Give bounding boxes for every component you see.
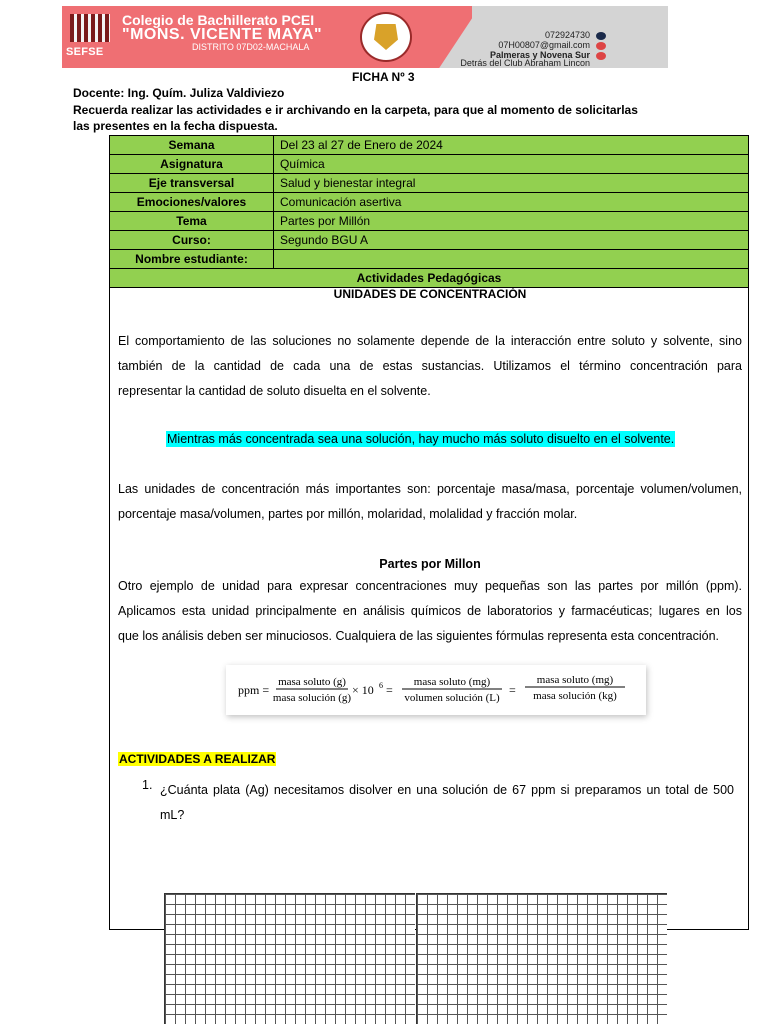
formula-2-denominator: volumen solución (L) bbox=[404, 692, 500, 704]
formula-3-denominator: masa solución (kg) bbox=[533, 690, 617, 702]
ppm-subtitle: Partes por Millon bbox=[379, 557, 481, 571]
info-value: Salud y bienestar integral bbox=[274, 174, 749, 193]
info-label: Nombre estudiante: bbox=[110, 250, 274, 269]
info-row bbox=[110, 136, 749, 155]
paragraph-ppm-3: que los análisis deben ser minuciosos. Cualquiera de las siguientes fórmulas representa esta concentración. bbox=[118, 629, 720, 643]
paragraph-units-1: Las unidades de concentración más importantes son: porcentaje masa/masa, porcentaje volumen/volumen, bbox=[118, 482, 742, 496]
paragraph-intro-2: también de la cantidad de cada una de estas sustancias. Utilizamos el término concentración para bbox=[118, 359, 742, 373]
question-line-2: mL? bbox=[160, 807, 185, 822]
info-row bbox=[110, 231, 749, 250]
paragraph-ppm-1: Otro ejemplo de unidad para expresar concentraciones muy pequeñas son las partes por millón (ppm). bbox=[118, 579, 742, 593]
school-subname: "MONS. VICENTE MAYA" bbox=[122, 26, 323, 43]
email-icon bbox=[596, 42, 606, 50]
info-value: Comunicación asertiva bbox=[274, 193, 749, 212]
instructions-line-2: las presentes en la fecha dispuesta. bbox=[73, 119, 278, 133]
ficha-title: FICHA Nº 3 bbox=[352, 70, 415, 84]
info-value: Segundo BGU A bbox=[274, 231, 749, 250]
student-name-field[interactable] bbox=[274, 250, 749, 269]
school-logo bbox=[66, 12, 114, 60]
school-name: Colegio de Bachillerato PCEI bbox=[122, 12, 315, 28]
phone-icon bbox=[596, 32, 606, 40]
formula-1-denominator: masa solución (g) bbox=[272, 692, 352, 704]
info-label: Eje transversal bbox=[110, 174, 274, 193]
contact-phone: 072924730 bbox=[544, 30, 590, 40]
question-text bbox=[160, 778, 734, 827]
graph-paper-left[interactable] bbox=[164, 893, 415, 1024]
info-value: Del 23 al 27 de Enero de 2024 bbox=[274, 136, 749, 155]
info-value: Química bbox=[274, 155, 749, 174]
paragraph-ppm-2: Aplicamos esta unidad principalmente en análisis químicos de laboratorios y farmacéuticas; lugares en los bbox=[118, 604, 742, 618]
info-table bbox=[109, 135, 749, 288]
formula-lhs: ppm = bbox=[238, 683, 270, 697]
district-label: DISTRITO 07D02-MACHALA bbox=[192, 42, 310, 52]
location-icon bbox=[596, 52, 606, 60]
formula-1-numerator: masa soluto (g) bbox=[278, 676, 346, 688]
info-label: Semana bbox=[110, 136, 274, 155]
question-number: 1. bbox=[142, 778, 153, 792]
crest-shield bbox=[374, 24, 398, 50]
content-box bbox=[109, 287, 749, 930]
logo-stripes bbox=[70, 14, 110, 42]
info-label: Emociones/valores bbox=[110, 193, 274, 212]
ppm-formula bbox=[226, 665, 646, 715]
paragraph-intro-1: El comportamiento de las soluciones no solamente depende de la interacción entre soluto y solvente, sino bbox=[118, 334, 742, 348]
formula-3-numerator: masa soluto (mg) bbox=[536, 674, 614, 686]
teacher-name: Docente: Ing. Quím. Juliza Valdiviezo bbox=[73, 86, 285, 100]
paragraph-units-2: porcentaje masa/volumen, partes por millón, molaridad, molalidad y fracción molar. bbox=[118, 507, 578, 521]
activities-header: Actividades Pedagógicas bbox=[110, 269, 749, 288]
graph-paper-right[interactable] bbox=[416, 893, 667, 1024]
info-label: Curso: bbox=[110, 231, 274, 250]
info-row bbox=[110, 212, 749, 231]
formula-equals: = bbox=[386, 683, 393, 697]
formula-equals-2: = bbox=[509, 683, 516, 697]
info-label: Tema bbox=[110, 212, 274, 231]
info-row bbox=[110, 269, 749, 288]
contact-address-detail: Detrás del Club Abraham Lincon bbox=[460, 58, 590, 68]
paragraph-intro-3: representar la cantidad de soluto disuelta en el solvente. bbox=[118, 384, 431, 398]
formula-exponent: 6 bbox=[379, 681, 383, 690]
section-title: UNIDADES DE CONCENTRACIÓN bbox=[333, 287, 527, 301]
info-label: Asignatura bbox=[110, 155, 274, 174]
contact-address: Palmeras y Novena Sur bbox=[489, 50, 590, 60]
question-line-1: ¿Cuánta plata (Ag) necesitamos disolver en una solución de 67 ppm si preparamos un total de 500 bbox=[160, 783, 734, 797]
info-row bbox=[110, 155, 749, 174]
school-crest bbox=[360, 12, 412, 62]
formula-multiplier: × 10 bbox=[352, 683, 374, 697]
info-value: Partes por Millón bbox=[274, 212, 749, 231]
info-row bbox=[110, 174, 749, 193]
instructions-line-1: Recuerda realizar las actividades e ir archivando en la carpeta, para que al momento de solicitarlas bbox=[73, 103, 638, 117]
formula-2-numerator: masa soluto (mg) bbox=[413, 676, 491, 688]
contact-email: 07H00807@gmail.com bbox=[498, 40, 590, 50]
highlighted-statement: Mientras más concentrada sea una solución, hay mucho más soluto disuelto en el solvente. bbox=[167, 432, 675, 446]
info-row bbox=[110, 193, 749, 212]
header-banner bbox=[62, 6, 668, 68]
activities-title: ACTIVIDADES A REALIZAR bbox=[119, 752, 276, 766]
info-row bbox=[110, 250, 749, 269]
logo-text: SEFSE bbox=[66, 46, 104, 58]
